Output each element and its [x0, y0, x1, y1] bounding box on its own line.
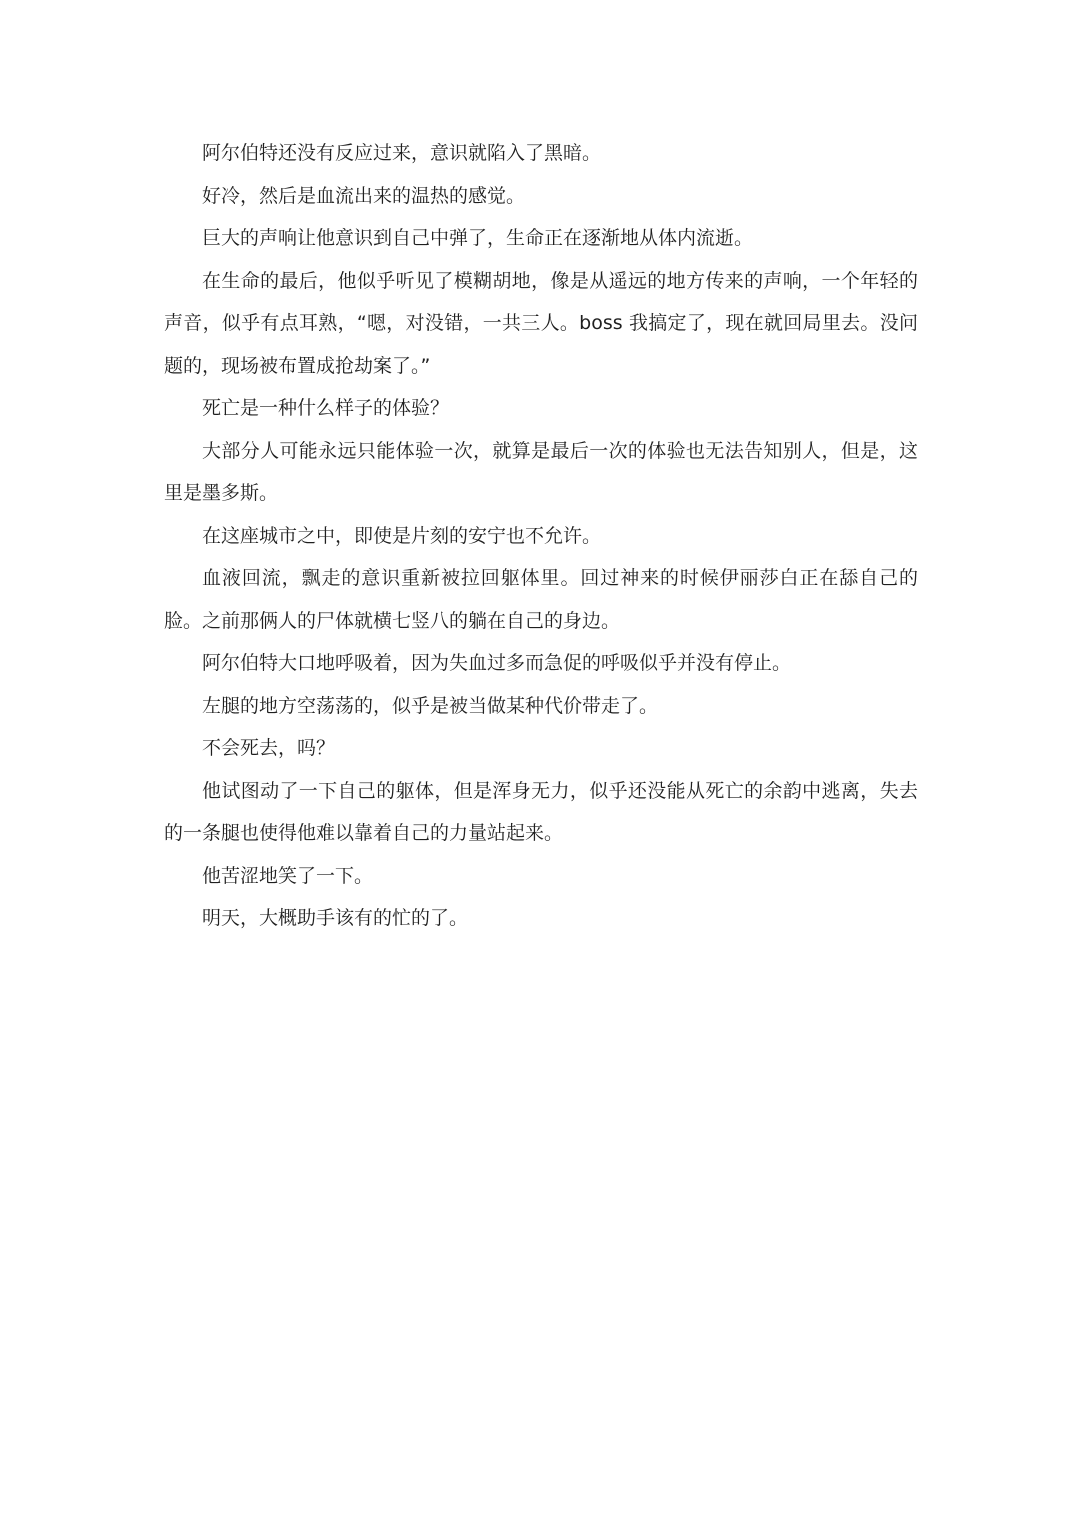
paragraph: 左腿的地方空荡荡的，似乎是被当做某种代价带走了。 — [202, 694, 659, 717]
paragraph: 在这座城市之中，即使是片刻的安宁也不允许。 — [202, 524, 602, 547]
document-body — [164, 132, 918, 940]
paragraph: 大部分人可能永远只能体验一次，就算是最后一次的体验也无法告知别人，但是，这里是墨多斯。 — [164, 439, 918, 504]
paragraph: 阿尔伯特大口地呼吸着，因为失血过多而急促的呼吸似乎并没有停止。 — [202, 652, 792, 674]
paragraph: 血液回流，飘走的意识重新被拉回躯体里。回过神来的时候伊丽莎白正在舔自己的脸。之前那俩人的尸体就横七竖八的躺在自己的身边。 — [164, 567, 918, 632]
paragraph: 死亡是一种什么样子的体验？ — [202, 397, 450, 419]
paragraph: 阿尔伯特还没有反应过来，意识就陷入了黑暗。 — [202, 142, 602, 164]
paragraph: 好冷，然后是血流出来的温热的感觉。 — [202, 184, 526, 207]
paragraph: 在生命的最后，他似乎听见了模糊胡地，像是从遥远的地方传来的声响，一个年轻的声音，似乎有点耳熟，“嗯，对没错，一共三人。boss 我搞定了，现在就回局里去。没问题的，现场被布置成抢劫案了。” — [164, 269, 918, 377]
paragraph: 明天，大概助手该有的忙的了。 — [202, 907, 469, 929]
paragraph: 巨大的声响让他意识到自己中弹了，生命正在逐渐地从体内流逝。 — [202, 227, 754, 249]
paragraph: 他试图动了一下自己的躯体，但是浑身无力，似乎还没能从死亡的余韵中逃离，失去的一条腿也使得他难以靠着自己的力量站起来。 — [164, 779, 918, 844]
paragraph: 不会死去，吗？ — [202, 737, 336, 759]
paragraph: 他苦涩地笑了一下。 — [202, 864, 374, 887]
